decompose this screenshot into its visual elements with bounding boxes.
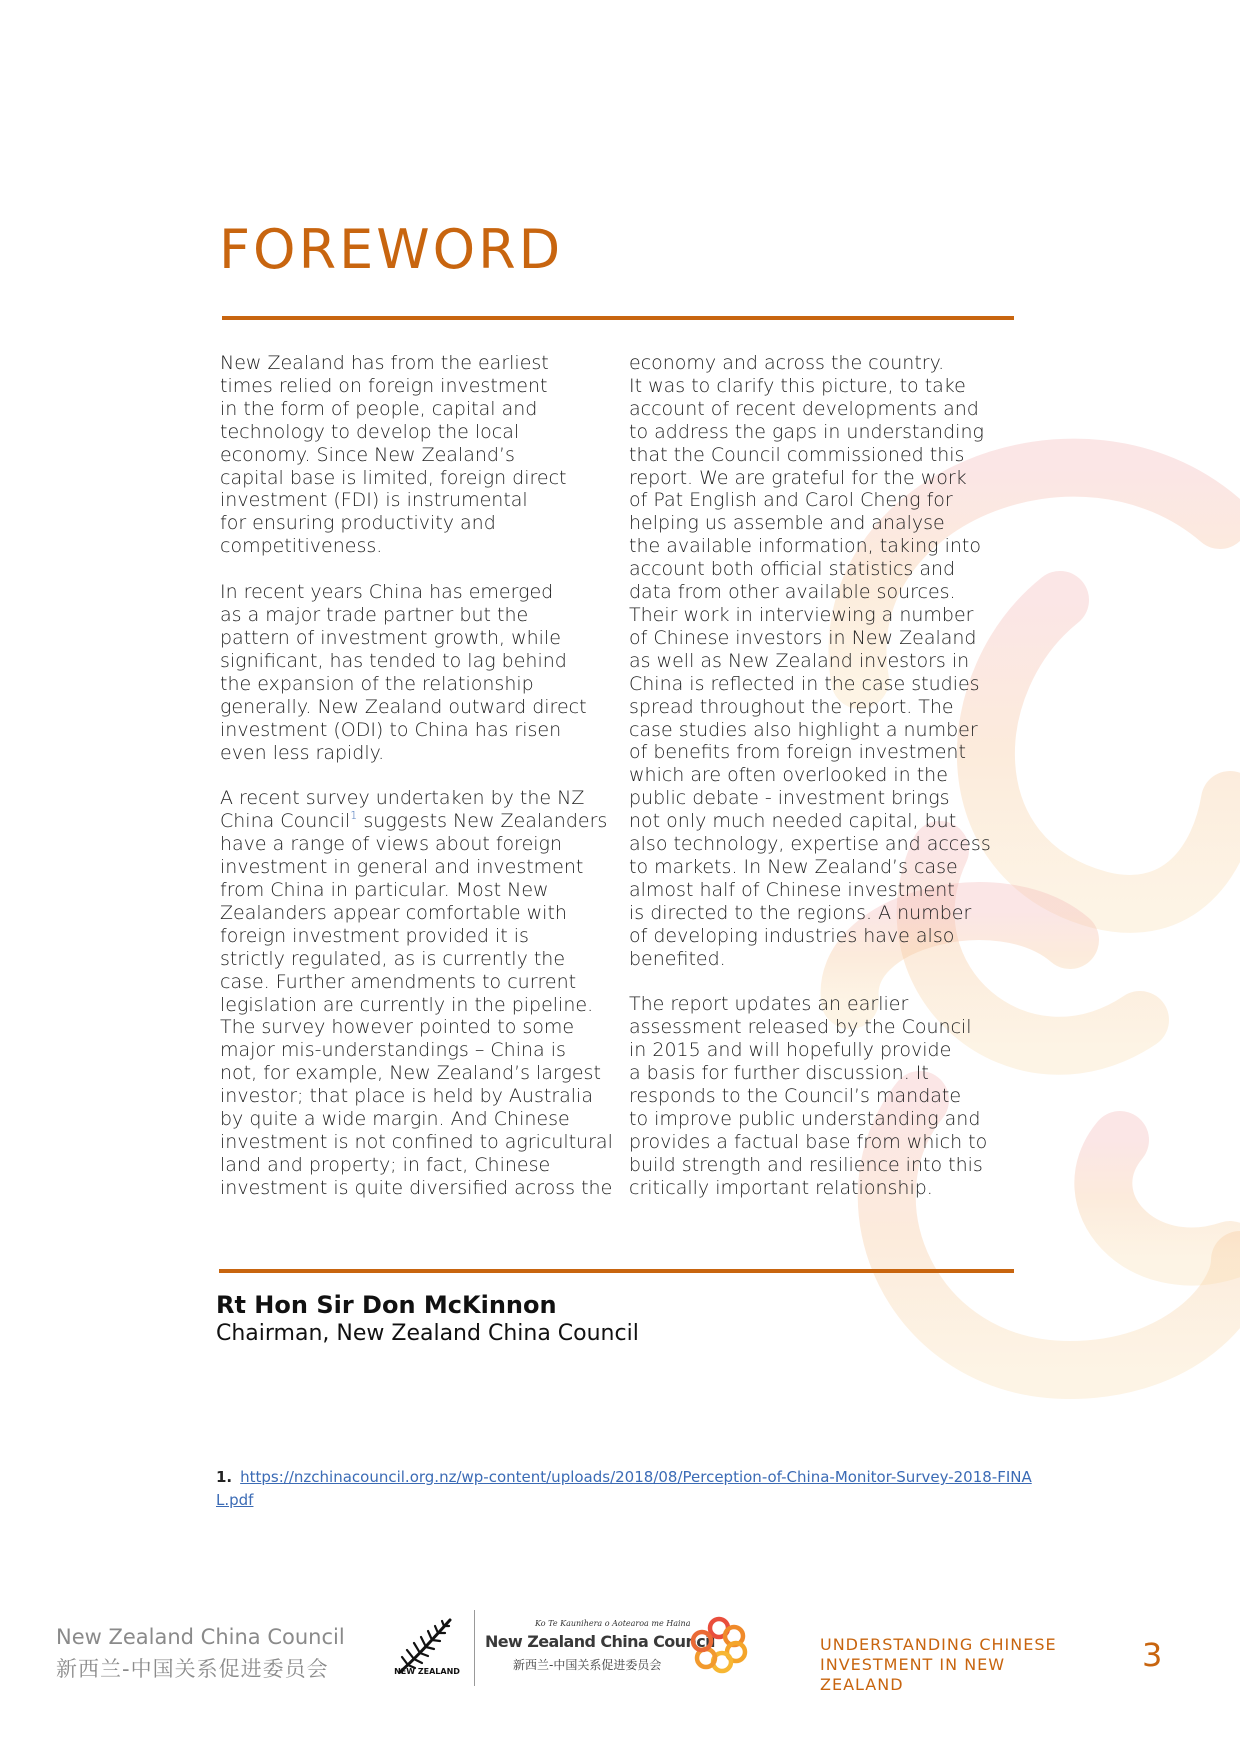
council-tagline: Ko Te Kaunihera o Aotearoa me Haina xyxy=(535,1619,691,1628)
paragraph-text: A recent survey undertaken by the NZ China Council xyxy=(220,787,585,833)
paragraph: New Zealand has from the earliest times relied on foreign investment in the form of people, capital and technology to develop the local economy. Since New Zealand’s capital base is limited, foreign direct investment (FDI) is instrumental for ensuring productivity and competitiveness. xyxy=(220,352,567,558)
signer-name: Rt Hon Sir Don McKinnon xyxy=(216,1291,557,1319)
council-logo-name-chinese: 新西兰-中国关系促进委员会 xyxy=(513,1658,662,1672)
report-title-line: INVESTMENT IN NEW ZEALAND xyxy=(820,1655,1006,1694)
paragraph-with-footnote xyxy=(220,787,615,1199)
page-title: FOREWORD xyxy=(219,218,564,281)
footnote-link[interactable]: https://nzchinacouncil.org.nz/wp-content/uploads/2018/08/Perception-of-China-Monitor-Survey-2018-FINAL.pdf xyxy=(216,1468,1032,1509)
signature-divider xyxy=(219,1269,1014,1273)
report-title-line: UNDERSTANDING CHINESE xyxy=(820,1635,1057,1654)
footnote-number: 1. xyxy=(216,1468,233,1486)
footnote xyxy=(216,1466,1036,1512)
title-divider xyxy=(222,316,1014,320)
signer-title: Chairman, New Zealand China Council xyxy=(216,1321,639,1346)
logo-divider xyxy=(474,1610,475,1686)
council-logo-name: New Zealand China Council xyxy=(485,1632,715,1651)
right-text-column xyxy=(629,352,1021,1200)
left-text-column xyxy=(220,352,615,1200)
paragraph-text: suggests New Zealanders have a range of views about foreign investment in general and investment from China in particular. Most New Zealanders appear comfortable with foreign investment provided it is strictly regulated, as is currently the case. Further amendments to current legislation are currently in the pipeline. The survey however pointed to some major mis-understandings – China is not, for example, New Zealand’s largest investor; that place is held by Australia by quite a wide margin. And Chinese investment is not confined to agricultural land and property; in fact, Chinese investment is quite diversified across the xyxy=(220,810,613,1199)
footnote-reference[interactable]: 1 xyxy=(350,809,358,823)
page-number: 3 xyxy=(1142,1636,1163,1674)
report-title xyxy=(820,1635,1080,1695)
paragraph: economy and across the country. It was to clarify this picture, to take account of recent developments and to address the gaps in understanding that the Council commissioned this report. We are grateful for the work of Pat English and Carol Cheng for helping us assemble and analyse the available information, taking into account both official statistics and data from other available sources. Their work in interviewing a number of Chinese investors in New Zealand as well as New Zealand investors in China is reflected in the case studies spread throughout the report. The case studies also highlight a number of benefits from foreign investment which are often overlooked in the public debate - investment brings not only much needed capital, but also technology, expertise and access to markets. In New Zealand’s case almost half of Chinese investment is directed to the regions. A number of developing industries have also benefited. xyxy=(629,352,991,970)
footer-org-name-chinese: 新西兰-中国关系促进委员会 xyxy=(56,1657,329,1681)
council-knot-icon xyxy=(690,1616,748,1674)
fern-logo-label: NEW ZEALAND xyxy=(394,1667,460,1676)
paragraph: In recent years China has emerged as a major trade partner but the pattern of investment growth, while significant, has tended to lag behind the expansion of the relationship generally. New Zealand outward direct investment (ODI) to China has risen even less rapidly. xyxy=(220,581,587,764)
footer-org-name: New Zealand China Council xyxy=(56,1625,345,1649)
paragraph: The report updates an earlier assessment released by the Council in 2015 and will hopefully provide a basis for further discussion. It responds to the Council’s mandate to improve public understanding and provides a factual base from which to build strength and resilience into this critically important relationship. xyxy=(629,993,988,1199)
